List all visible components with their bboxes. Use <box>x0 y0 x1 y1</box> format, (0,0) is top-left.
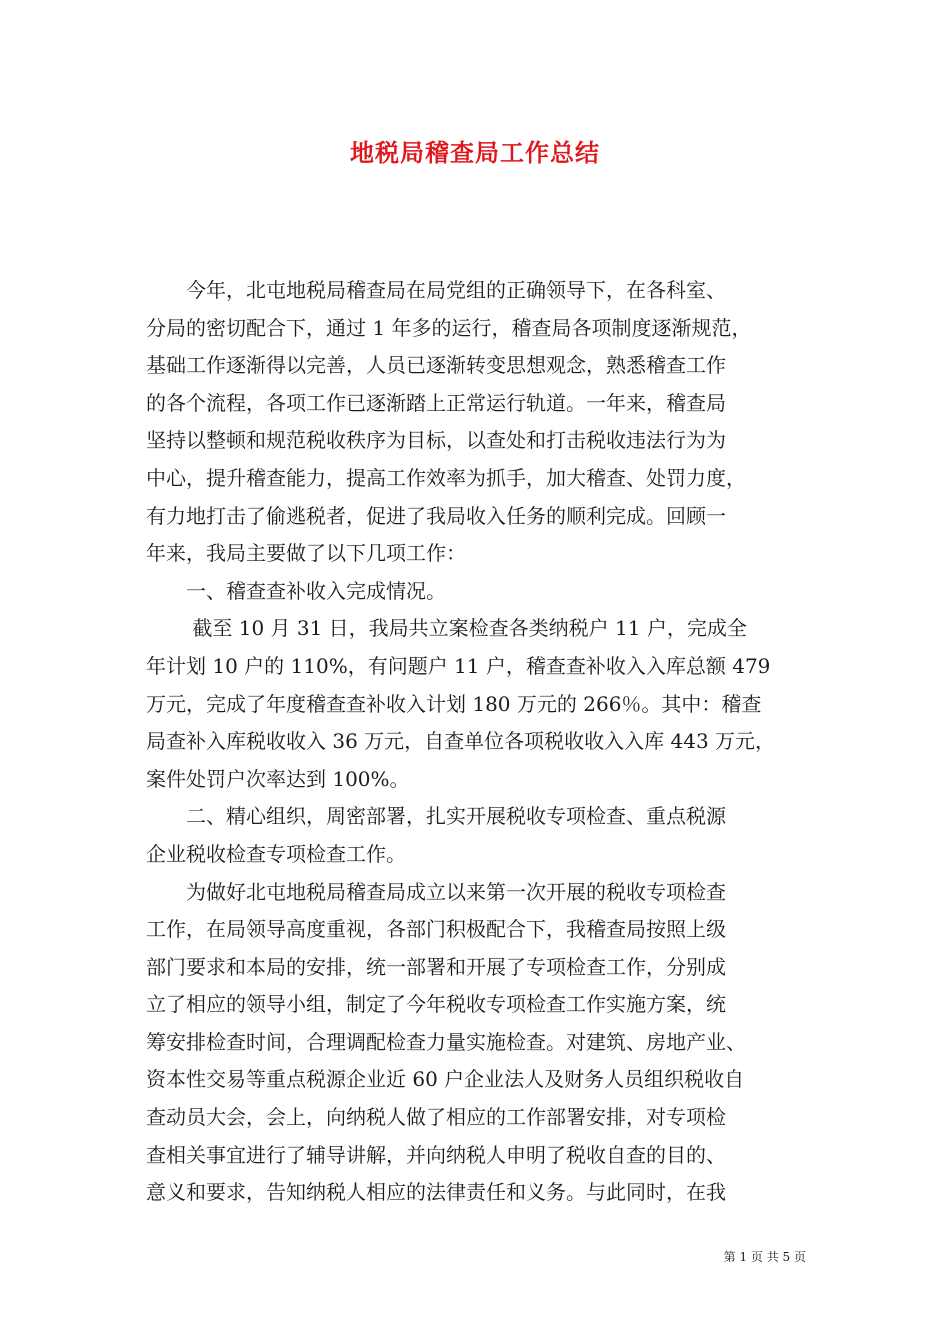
body-line: 万元，完成了年度稽查查补收入计划 180 万元的 266％。其中：稽查 <box>146 691 762 716</box>
body-line: 坚持以整顿和规范税收秩序为目标，以查处和打击税收违法行为为 <box>146 428 726 453</box>
body-line: 年来，我局主要做了以下几项工作： <box>146 541 466 566</box>
body-line: 查动员大会，会上，向纳税人做了相应的工作部署安排，对专项检 <box>146 1105 726 1130</box>
body-line: 局查补入库税收收入 36 万元，自查单位各项税收收入入库 443 万元， <box>146 729 776 754</box>
body-line: 有力地打击了偷逃税者，促进了我局收入任务的顺利完成。回顾一 <box>146 503 726 528</box>
body-line: 年计划 10 户的 110%，有问题户 11 户，稽查查补收入入库总额 479 <box>146 653 771 678</box>
body-line: 查相关事宜进行了辅导讲解，并向纳税人申明了税收自查的目的、 <box>146 1142 726 1167</box>
document-title: 地税局稽查局工作总结 <box>350 138 600 167</box>
body-line: 筹安排检查时间，合理调配检查力量实施检查。对建筑、房地产业、 <box>146 1029 746 1054</box>
body-line: 立了相应的领导小组，制定了今年税收专项检查工作实施方案，统 <box>146 992 726 1017</box>
body-line: 今年，北屯地税局稽查局在局党组的正确领导下，在各科室、 <box>146 278 726 302</box>
body-line: 资本性交易等重点税源企业近 60 户企业法人及财务人员组织税收自 <box>146 1067 745 1092</box>
section-heading-2: 二、精心组织，周密部署，扎实开展税收专项检查、重点税源 <box>146 804 726 829</box>
body-line: 分局的密切配合下，通过 1 年多的运行，稽查局各项制度逐渐规范， <box>146 315 752 340</box>
body-line: 的各个流程，各项工作已逐渐踏上正常运行轨道。一年来，稽查局 <box>146 390 726 415</box>
section-heading-1: 一、稽查查补收入完成情况。 <box>146 578 446 603</box>
body-line: 基础工作逐渐得以完善，人员已逐渐转变思想观念，熟悉稽查工作 <box>146 353 726 378</box>
body-line: 部门要求和本局的安排，统一部署和开展了专项检查工作，分别成 <box>146 954 726 979</box>
body-line: 截至 10 月 31 日，我局共立案检查各类纳税户 11 户，完成全 <box>146 616 747 641</box>
body-line: 为做好北屯地税局稽查局成立以来第一次开展的税收专项检查 <box>146 879 726 904</box>
section-heading-2-cont: 企业税收检查专项检查工作。 <box>146 841 406 866</box>
body-line: 案件处罚户次率达到 100%。 <box>146 766 410 791</box>
body-line: 中心，提升稽查能力，提高工作效率为抓手，加大稽查、处罚力度， <box>146 465 746 490</box>
document-body <box>146 272 806 1212</box>
page-number-footer: 第 1 页 共 5 页 <box>723 1250 806 1264</box>
body-line: 工作，在局领导高度重视，各部门积极配合下，我稽查局按照上级 <box>146 917 726 942</box>
body-line: 意义和要求，告知纳税人相应的法律责任和义务。与此同时，在我 <box>146 1180 726 1205</box>
